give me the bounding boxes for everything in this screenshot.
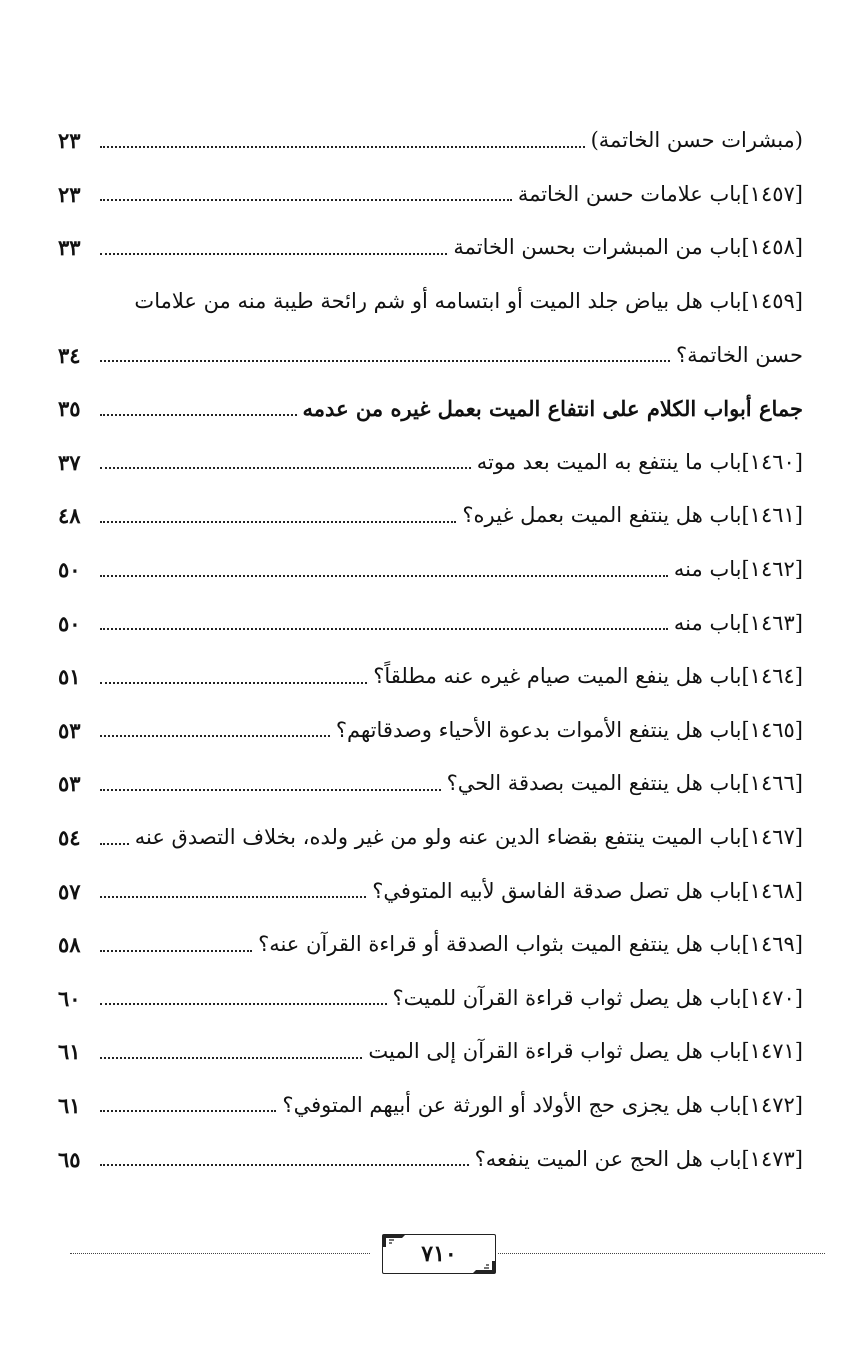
- leader-dots: [100, 735, 330, 737]
- toc-entry-title: باب هل يصل ثواب قراءة القرآن إلى الميت: [368, 1039, 742, 1064]
- toc-entry-number: [١٤٦٢]: [741, 557, 803, 582]
- toc-entry-title: باب هل ينفع الميت صيام غيره عنه مطلقاً؟: [373, 664, 742, 689]
- toc-entry-number: [١٤٧٢]: [741, 1092, 803, 1117]
- toc-entry-number: [١٤٦٣]: [741, 610, 803, 635]
- toc-entry[interactable]: [58, 275, 803, 329]
- toc-entry[interactable]: [58, 972, 803, 1026]
- leader-dots: [100, 414, 297, 416]
- toc-entry-title: حسن الخاتمة؟: [676, 342, 803, 367]
- toc-entry-page: ٥٨: [58, 932, 81, 958]
- toc-entry-page: ٥٠: [58, 610, 81, 636]
- toc-entry-title: باب هل يصل ثواب قراءة القرآن للميت؟: [392, 985, 742, 1010]
- toc-entry-page: ٥٣: [58, 771, 81, 797]
- toc-section-heading[interactable]: [58, 382, 803, 436]
- toc-entry-page: ٥٤: [58, 825, 81, 851]
- leader-dots: [100, 575, 668, 577]
- toc-entry-page: ٦٥: [58, 1146, 81, 1172]
- toc-entry-number: [١٤٥٩]: [741, 289, 803, 314]
- toc-entry-number: [١٤٧٠]: [741, 985, 803, 1010]
- toc-entry-page: ٥١: [58, 664, 81, 690]
- leader-dots: [100, 789, 441, 791]
- toc-entry-title: باب هل ينتفع الميت بعمل غيره؟: [462, 503, 742, 528]
- leader-dots: [100, 521, 456, 523]
- leader-dots: [100, 896, 366, 898]
- toc-entry[interactable]: [58, 1025, 803, 1079]
- toc-entry-page: ٦١: [58, 1039, 81, 1065]
- toc-entry-page: ٥٧: [58, 878, 81, 904]
- toc-entry-title: باب منه: [673, 610, 742, 635]
- toc-entry-number: [١٤٥٧]: [741, 181, 803, 206]
- toc-entry-page: ٢٣: [58, 128, 81, 154]
- corner-ornament-icon: [472, 1260, 496, 1274]
- toc-entry[interactable]: [58, 221, 803, 275]
- toc-entry[interactable]: [58, 489, 803, 543]
- toc-entry-page: ٣٤: [58, 342, 81, 368]
- toc-entry-number: [١٤٦٦]: [741, 771, 803, 796]
- toc-entry-number: [١٤٦٠]: [741, 449, 803, 474]
- leader-dots: [100, 682, 367, 684]
- corner-ornament-icon: [382, 1234, 406, 1248]
- toc-entry-page: ٦٠: [58, 985, 81, 1011]
- toc-entry[interactable]: [58, 918, 803, 972]
- page-number-box: [382, 1234, 496, 1274]
- toc-entry-title: باب علامات حسن الخاتمة: [517, 181, 742, 206]
- toc-entry-title: باب هل الحج عن الميت ينفعه؟: [474, 1146, 742, 1171]
- toc-entry[interactable]: [58, 436, 803, 490]
- leader-dots: [100, 1003, 387, 1005]
- leader-dots: [100, 199, 512, 201]
- toc-entry[interactable]: [58, 1079, 803, 1133]
- page-footer: [70, 1228, 825, 1288]
- toc-entry-number: [١٤٦٩]: [741, 932, 803, 957]
- toc-entry[interactable]: [58, 864, 803, 918]
- toc-entry[interactable]: [58, 757, 803, 811]
- toc-entry-number: [١٤٧٣]: [741, 1146, 803, 1171]
- table-of-contents: [58, 114, 803, 1186]
- toc-entry[interactable]: [58, 168, 803, 222]
- toc-entry-page: ٣٧: [58, 449, 81, 475]
- leader-dots: [100, 467, 471, 469]
- toc-entry[interactable]: [58, 811, 803, 865]
- toc-entry[interactable]: [58, 650, 803, 704]
- toc-entry-title: (مبشرات حسن الخاتمة): [590, 128, 803, 153]
- leader-dots: [100, 1164, 469, 1166]
- footer-rule-left: [70, 1253, 370, 1254]
- leader-dots: [100, 1057, 362, 1059]
- toc-entry-number: [١٤٧١]: [741, 1039, 803, 1064]
- toc-entry-number: [١٤٦٧]: [741, 825, 803, 850]
- leader-dots: [100, 628, 668, 630]
- toc-entry-number: [١٤٦٤]: [741, 664, 803, 689]
- toc-entry-title: باب هل تصل صدقة الفاسق لأبيه المتوفي؟: [372, 878, 742, 903]
- leader-dots: [100, 843, 129, 845]
- toc-entry-number: [١٤٥٨]: [741, 235, 803, 260]
- toc-entry-title: باب هل ينتفع الميت بصدقة الحي؟: [446, 771, 742, 796]
- toc-entry-title: باب ما ينتفع به الميت بعد موته: [476, 449, 742, 474]
- leader-dots: [100, 1110, 276, 1112]
- toc-entry[interactable]: [58, 1132, 803, 1186]
- toc-entry-title: باب هل ينتفع الأموات بدعوة الأحياء وصدقاتهم؟: [335, 717, 742, 742]
- toc-entry-page: ٣٥: [58, 396, 81, 422]
- toc-entry-number: [١٤٦٨]: [741, 878, 803, 903]
- toc-entry-title: باب منه: [673, 557, 742, 582]
- toc-entry-title: باب هل بياض جلد الميت أو ابتسامه أو شم رائحة طيبة منه من علامات: [134, 289, 742, 314]
- toc-entry-page: ٣٣: [58, 235, 81, 261]
- leader-dots: [100, 253, 447, 255]
- toc-entry-title: باب الميت ينتفع بقضاء الدين عنه ولو من غير ولده، بخلاف التصدق عنه: [134, 825, 742, 850]
- toc-entry-title: جماع أبواب الكلام على انتفاع الميت بعمل غيره من عدمه: [302, 396, 803, 422]
- toc-entry-number: [١٤٦١]: [741, 503, 803, 528]
- leader-dots: [100, 950, 252, 952]
- toc-entry-title: باب هل يجزى حج الأولاد أو الورثة عن أبيهم المتوفي؟: [282, 1092, 742, 1117]
- toc-entry[interactable]: [58, 704, 803, 758]
- footer-rule-right: [498, 1253, 825, 1254]
- toc-entry[interactable]: [58, 114, 803, 168]
- toc-entry-page: ٤٨: [58, 503, 81, 529]
- toc-entry[interactable]: [58, 543, 803, 597]
- toc-entry-title: باب هل ينتفع الميت بثواب الصدقة أو قراءة القرآن عنه؟: [258, 932, 742, 957]
- toc-entry-page: ٥٣: [58, 717, 81, 743]
- toc-entry-number: [١٤٦٥]: [741, 717, 803, 742]
- toc-entry-page: ٥٠: [58, 557, 81, 583]
- toc-entry[interactable]: [58, 596, 803, 650]
- leader-dots: [100, 146, 585, 148]
- toc-entry-title: باب من المبشرات بحسن الخاتمة: [453, 235, 742, 260]
- toc-entry-continuation[interactable]: [58, 328, 803, 382]
- toc-entry-page: ٢٣: [58, 181, 81, 207]
- page-number: ٧١٠: [421, 1241, 457, 1267]
- toc-entry-page: ٦١: [58, 1092, 81, 1118]
- leader-dots: [100, 360, 670, 362]
